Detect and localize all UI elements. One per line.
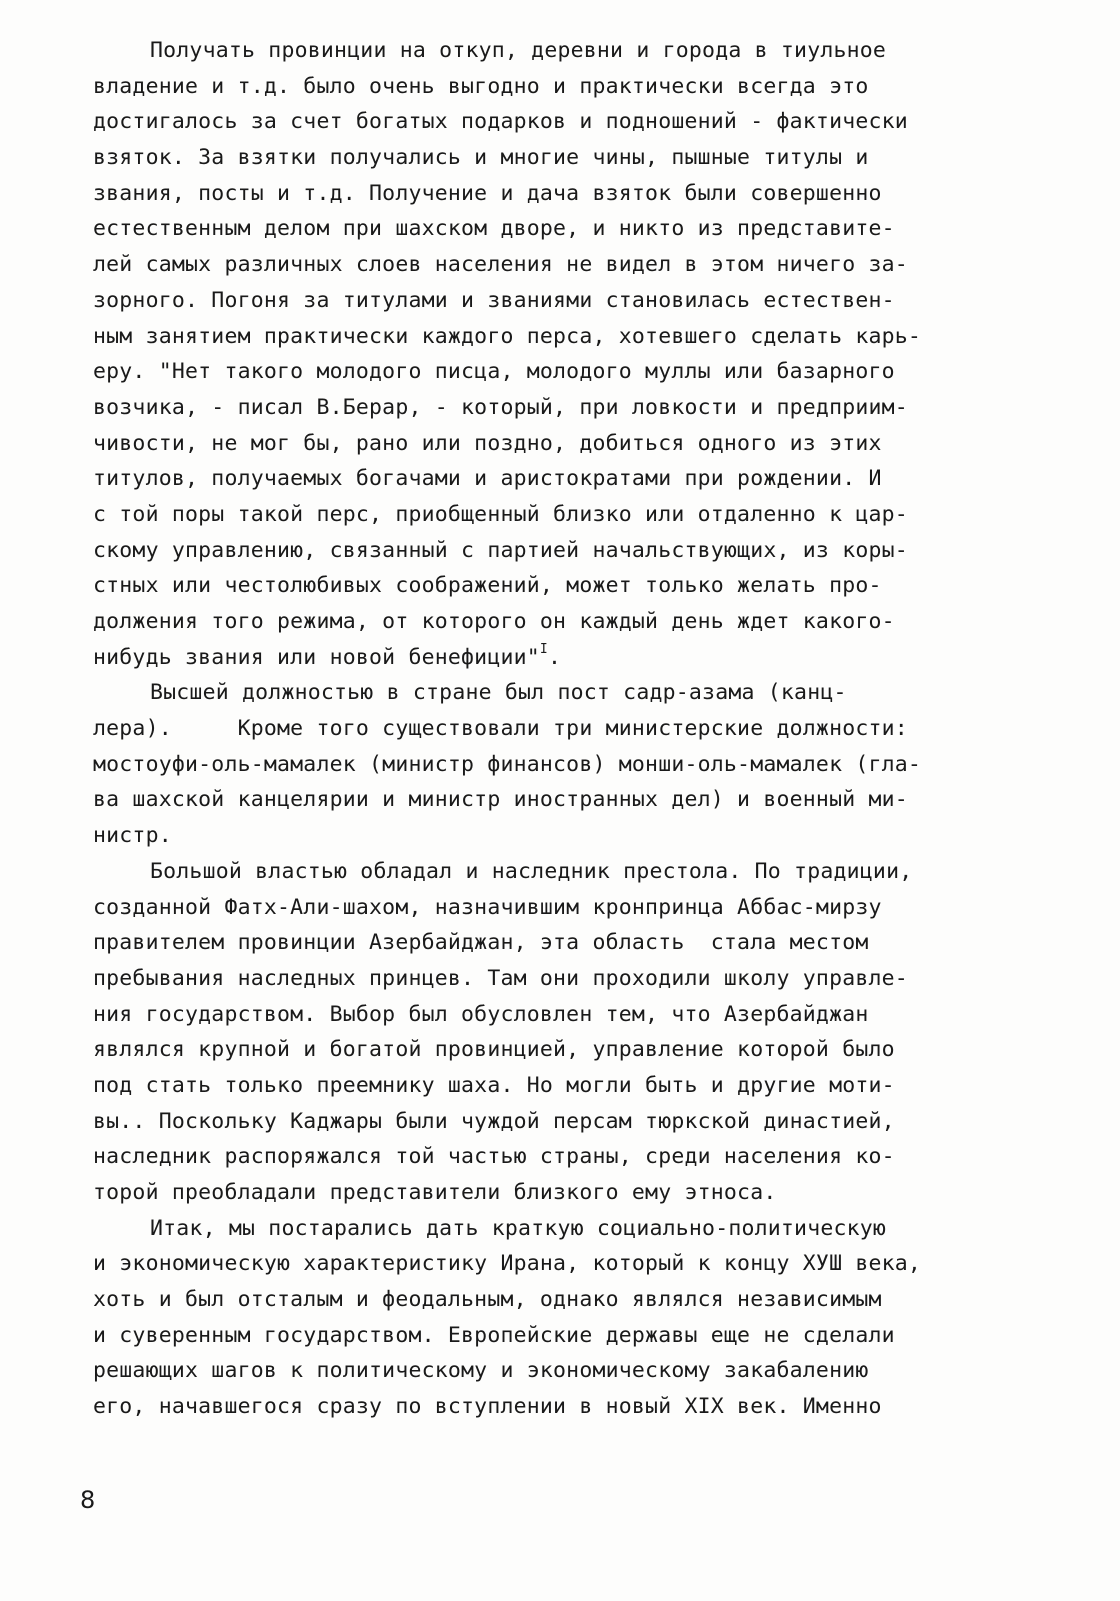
text-line: пребывания наследных принцев. Там они проходили школу управле-: [93, 965, 908, 991]
text-line: с той поры такой перс, приобщенный близко или отдаленно к цар-: [93, 501, 908, 527]
body-text: [93, 33, 1033, 1425]
text-line: созданной Фатх-Али-шахом, назначившим кронпринца Аббас-мирзу: [93, 894, 882, 920]
footnote-marker: I: [539, 641, 548, 657]
paragraph-3: [93, 854, 1033, 1211]
text-line: лера). Кроме того существовали три министерские должности:: [93, 716, 908, 742]
text-line: стных или честолюбивых соображений, может только желать про-: [93, 573, 882, 599]
text-line: ния государством. Выбор был обусловлен тем, что Азербайджан: [93, 1001, 869, 1027]
text-line: торой преобладали представители близкого ему этноса.: [93, 1180, 777, 1205]
text-line: мостоуфи-оль-мамалек (министр финансов) монши-оль-мамалек (гла-: [93, 751, 922, 777]
text-line: еру. "Нет такого молодого писца, молодого муллы или базарного: [93, 359, 895, 385]
text-line: Большой властью обладал и наследник престола. По традиции,: [150, 858, 913, 884]
text-line: чивости, не мог бы, рано или поздно, добиться одного из этих: [93, 430, 882, 456]
text-line: Получать провинции на откуп, деревни и города в тиульное: [150, 38, 887, 63]
text-line: лей самых различных слоев населения не видел в этом ничего за-: [93, 252, 908, 278]
text-line: вы.. Поскольку Каджары были чуждой персам тюркской династией,: [93, 1108, 895, 1134]
text-line: правителем провинции Азербайджан, эта область стала местом: [93, 930, 869, 956]
text-line: под стать только преемнику шаха. Но могли быть и другие моти-: [93, 1072, 895, 1098]
text-line: взяток. За взятки получались и многие чины, пышные титулы и: [93, 145, 869, 171]
text-line: естественным делом при шахском дворе, и никто из представите-: [93, 216, 895, 242]
text-line: ва шахской канцелярии и министр иностранных дел) и военный ми-: [93, 787, 908, 813]
end-punctuation: .: [547, 644, 562, 670]
text-line: Итак, мы постарались дать краткую социально-политическую: [150, 1215, 887, 1241]
text-line: скому управлению, связанный с партией начальствующих, из коры-: [93, 537, 908, 563]
text-line-content: нибудь звания или новой бенефиции": [93, 644, 540, 670]
text-line: звания, посты и т.д. Получение и дача взяток были совершенно: [93, 180, 882, 206]
text-line: зорного. Погоня за титулами и званиями становилась естествен-: [93, 287, 895, 313]
text-line-with-footnote: [93, 640, 1033, 676]
text-line: должения того режима, от которого он каждый день ждет какого-: [93, 609, 895, 634]
text-line: Высшей должностью в стране был пост садр-азама (канц-: [150, 680, 847, 706]
text-line: ным занятием практически каждого перса, хотевшего сделать карь-: [93, 323, 922, 349]
text-line: возчика, - писал В.Берар, - который, при ловкости и предприим-: [93, 394, 908, 420]
text-line: наследник распоряжался той частью страны, среди населения ко-: [93, 1144, 895, 1170]
page-number: 8: [80, 1486, 96, 1514]
text-line: его, начавшегося сразу по вступлении в новый XIX век. Именно: [93, 1394, 882, 1420]
text-line: владение и т.д. было очень выгодно и практически всегда это: [93, 73, 869, 99]
text-line: достигалось за счет богатых подарков и подношений - фактически: [93, 109, 908, 135]
text-line: хоть и был отсталым и феодальным, однако являлся независимым: [93, 1287, 882, 1313]
text-line: являлся крупной и богатой провинцией, управление которой было: [93, 1037, 895, 1063]
text-line: нистр.: [93, 823, 172, 849]
paragraph-2: [93, 675, 1033, 853]
paragraph-4: [93, 1211, 1033, 1425]
text-line: и суверенным государством. Европейские державы еще не сделали: [93, 1322, 895, 1348]
text-line: титулов, получаемых богачами и аристократами при рождении. И: [93, 466, 882, 492]
text-line: и экономическую характеристику Ирана, который к концу ХУШ века,: [93, 1251, 922, 1277]
text-line: решающих шагов к политическому и экономическому закабалению: [93, 1358, 869, 1384]
paragraph-1: [93, 33, 1033, 675]
